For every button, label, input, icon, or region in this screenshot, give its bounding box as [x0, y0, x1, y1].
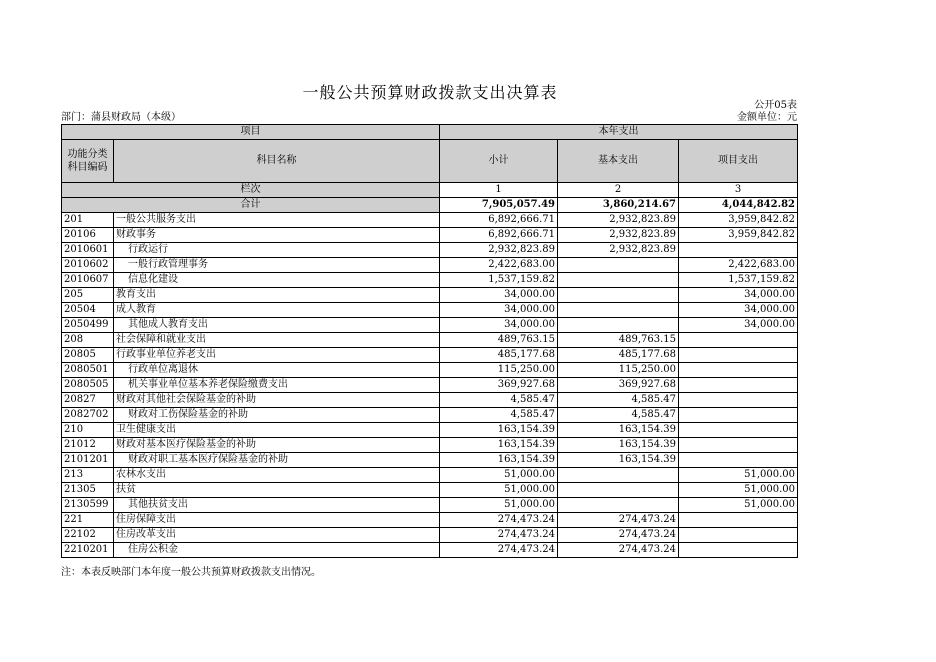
total-basic: 3,860,214.67	[558, 198, 679, 213]
row-code: 2010602	[62, 258, 114, 273]
row-basic	[558, 318, 679, 333]
unit-label: 金额单位：元	[737, 112, 797, 123]
row-subtotal: 51,000.00	[440, 468, 558, 483]
row-basic: 163,154.39	[558, 453, 679, 468]
table-row	[62, 423, 798, 438]
row-project	[679, 333, 798, 348]
row-basic: 489,763.15	[558, 333, 679, 348]
row-basic: 4,585.47	[558, 408, 679, 423]
row-subtotal: 6,892,666.71	[440, 213, 558, 228]
row-name: 财政对工伤保险基金的补助	[114, 408, 440, 423]
table-row	[62, 543, 798, 558]
department-label: 部门：蒲县财政局（本级）	[61, 112, 181, 123]
row-subtotal: 51,000.00	[440, 498, 558, 513]
row-subtotal: 6,892,666.71	[440, 228, 558, 243]
table-row	[62, 318, 798, 333]
header-code: 功能分类科目编码	[62, 140, 114, 183]
row-basic: 2,932,823.89	[558, 213, 679, 228]
row-project: 3,959,842.82	[679, 228, 798, 243]
row-project	[679, 513, 798, 528]
row-name: 一般公共服务支出	[114, 213, 440, 228]
table-row	[62, 528, 798, 543]
col-no-3: 3	[679, 183, 798, 198]
table-row	[62, 393, 798, 408]
table-row	[62, 303, 798, 318]
row-basic: 163,154.39	[558, 423, 679, 438]
row-project	[679, 528, 798, 543]
row-basic: 2,932,823.89	[558, 243, 679, 258]
row-subtotal: 485,177.68	[440, 348, 558, 363]
row-project: 51,000.00	[679, 483, 798, 498]
row-basic	[558, 483, 679, 498]
row-basic: 163,154.39	[558, 438, 679, 453]
row-subtotal: 51,000.00	[440, 483, 558, 498]
expenditure-table	[61, 124, 798, 558]
row-subtotal: 4,585.47	[440, 408, 558, 423]
row-name: 成人教育	[114, 303, 440, 318]
header-basic: 基本支出	[558, 140, 679, 183]
row-code: 210	[62, 423, 114, 438]
table-row	[62, 498, 798, 513]
row-subtotal: 2,932,823.89	[440, 243, 558, 258]
table-row	[62, 513, 798, 528]
row-project: 34,000.00	[679, 318, 798, 333]
form-number: 公开05表	[754, 100, 797, 111]
table-row	[62, 378, 798, 393]
row-name: 财政对基本医疗保险基金的补助	[114, 438, 440, 453]
row-basic: 115,250.00	[558, 363, 679, 378]
row-code: 21305	[62, 483, 114, 498]
row-subtotal: 4,585.47	[440, 393, 558, 408]
row-project: 51,000.00	[679, 498, 798, 513]
row-code: 2050499	[62, 318, 114, 333]
row-name: 其他成人教育支出	[114, 318, 440, 333]
row-code: 221	[62, 513, 114, 528]
table-row	[62, 363, 798, 378]
row-subtotal: 115,250.00	[440, 363, 558, 378]
row-name: 行政运行	[114, 243, 440, 258]
row-basic	[558, 288, 679, 303]
row-name: 农林水支出	[114, 468, 440, 483]
row-code: 20805	[62, 348, 114, 363]
row-code: 213	[62, 468, 114, 483]
col-no-2: 2	[558, 183, 679, 198]
row-basic: 274,473.24	[558, 513, 679, 528]
row-subtotal: 163,154.39	[440, 453, 558, 468]
table-row	[62, 288, 798, 303]
row-project: 34,000.00	[679, 288, 798, 303]
row-subtotal: 2,422,683.00	[440, 258, 558, 273]
row-name: 住房改革支出	[114, 528, 440, 543]
row-code: 2080505	[62, 378, 114, 393]
header-project: 项目	[62, 125, 440, 140]
table-row	[62, 258, 798, 273]
row-subtotal: 369,927.68	[440, 378, 558, 393]
row-name: 财政对职工基本医疗保险基金的补助	[114, 453, 440, 468]
row-code: 208	[62, 333, 114, 348]
row-code: 205	[62, 288, 114, 303]
row-project: 34,000.00	[679, 303, 798, 318]
row-code: 201	[62, 213, 114, 228]
row-project	[679, 438, 798, 453]
row-name: 其他扶贫支出	[114, 498, 440, 513]
table-row	[62, 333, 798, 348]
table-row	[62, 483, 798, 498]
row-code: 20504	[62, 303, 114, 318]
row-project	[679, 453, 798, 468]
row-subtotal: 274,473.24	[440, 528, 558, 543]
row-basic	[558, 273, 679, 288]
row-name: 财政对其他社会保险基金的补助	[114, 393, 440, 408]
table-row	[62, 453, 798, 468]
row-project	[679, 348, 798, 363]
row-project	[679, 363, 798, 378]
row-subtotal: 163,154.39	[440, 423, 558, 438]
row-basic	[558, 258, 679, 273]
row-code: 2082702	[62, 408, 114, 423]
row-name: 一般行政管理事务	[114, 258, 440, 273]
row-subtotal: 34,000.00	[440, 288, 558, 303]
row-project: 2,422,683.00	[679, 258, 798, 273]
row-code: 2010607	[62, 273, 114, 288]
row-name: 信息化建设	[114, 273, 440, 288]
row-code: 2080501	[62, 363, 114, 378]
row-name: 扶贫	[114, 483, 440, 498]
row-name: 住房公积金	[114, 543, 440, 558]
total-row	[62, 198, 798, 213]
table-row	[62, 438, 798, 453]
table-row	[62, 228, 798, 243]
row-subtotal: 163,154.39	[440, 438, 558, 453]
table-row	[62, 408, 798, 423]
header-col-no: 栏次	[62, 183, 440, 198]
row-code: 20106	[62, 228, 114, 243]
row-code: 2130599	[62, 498, 114, 513]
row-subtotal: 274,473.24	[440, 513, 558, 528]
row-basic: 274,473.24	[558, 543, 679, 558]
row-name: 住房保障支出	[114, 513, 440, 528]
row-code: 20827	[62, 393, 114, 408]
row-project	[679, 378, 798, 393]
row-project: 1,537,159.82	[679, 273, 798, 288]
row-name: 行政单位离退休	[114, 363, 440, 378]
row-project	[679, 543, 798, 558]
row-name: 财政事务	[114, 228, 440, 243]
row-subtotal: 34,000.00	[440, 303, 558, 318]
table-row	[62, 348, 798, 363]
header-proj: 项目支出	[679, 140, 798, 183]
row-name: 社会保障和就业支出	[114, 333, 440, 348]
row-project	[679, 408, 798, 423]
row-project	[679, 243, 798, 258]
row-basic: 485,177.68	[558, 348, 679, 363]
row-basic: 4,585.47	[558, 393, 679, 408]
table-row	[62, 213, 798, 228]
table-row	[62, 243, 798, 258]
row-basic: 369,927.68	[558, 378, 679, 393]
row-subtotal: 489,763.15	[440, 333, 558, 348]
row-subtotal: 274,473.24	[440, 543, 558, 558]
total-project: 4,044,842.82	[679, 198, 798, 213]
row-basic	[558, 498, 679, 513]
row-code: 2101201	[62, 453, 114, 468]
header-current-year: 本年支出	[440, 125, 798, 140]
header-subtotal: 小计	[440, 140, 558, 183]
row-name: 卫生健康支出	[114, 423, 440, 438]
table-row	[62, 468, 798, 483]
total-subtotal: 7,905,057.49	[440, 198, 558, 213]
row-basic: 2,932,823.89	[558, 228, 679, 243]
row-basic	[558, 303, 679, 318]
row-project	[679, 423, 798, 438]
header-name: 科目名称	[114, 140, 440, 183]
row-project: 3,959,842.82	[679, 213, 798, 228]
row-project	[679, 393, 798, 408]
total-label: 合计	[62, 198, 440, 213]
row-code: 2010601	[62, 243, 114, 258]
row-subtotal: 1,537,159.82	[440, 273, 558, 288]
row-basic: 274,473.24	[558, 528, 679, 543]
row-code: 21012	[62, 438, 114, 453]
col-no-1: 1	[440, 183, 558, 198]
row-subtotal: 34,000.00	[440, 318, 558, 333]
row-code: 22102	[62, 528, 114, 543]
row-name: 行政事业单位养老支出	[114, 348, 440, 363]
row-project: 51,000.00	[679, 468, 798, 483]
row-name: 教育支出	[114, 288, 440, 303]
row-basic	[558, 468, 679, 483]
table-row	[62, 273, 798, 288]
row-code: 2210201	[62, 543, 114, 558]
row-name: 机关事业单位基本养老保险缴费支出	[114, 378, 440, 393]
footnote: 注：本表反映部门本年度一般公共预算财政拨款支出情况。	[61, 567, 321, 578]
page-title: 一般公共预算财政拨款支出决算表	[302, 83, 558, 102]
